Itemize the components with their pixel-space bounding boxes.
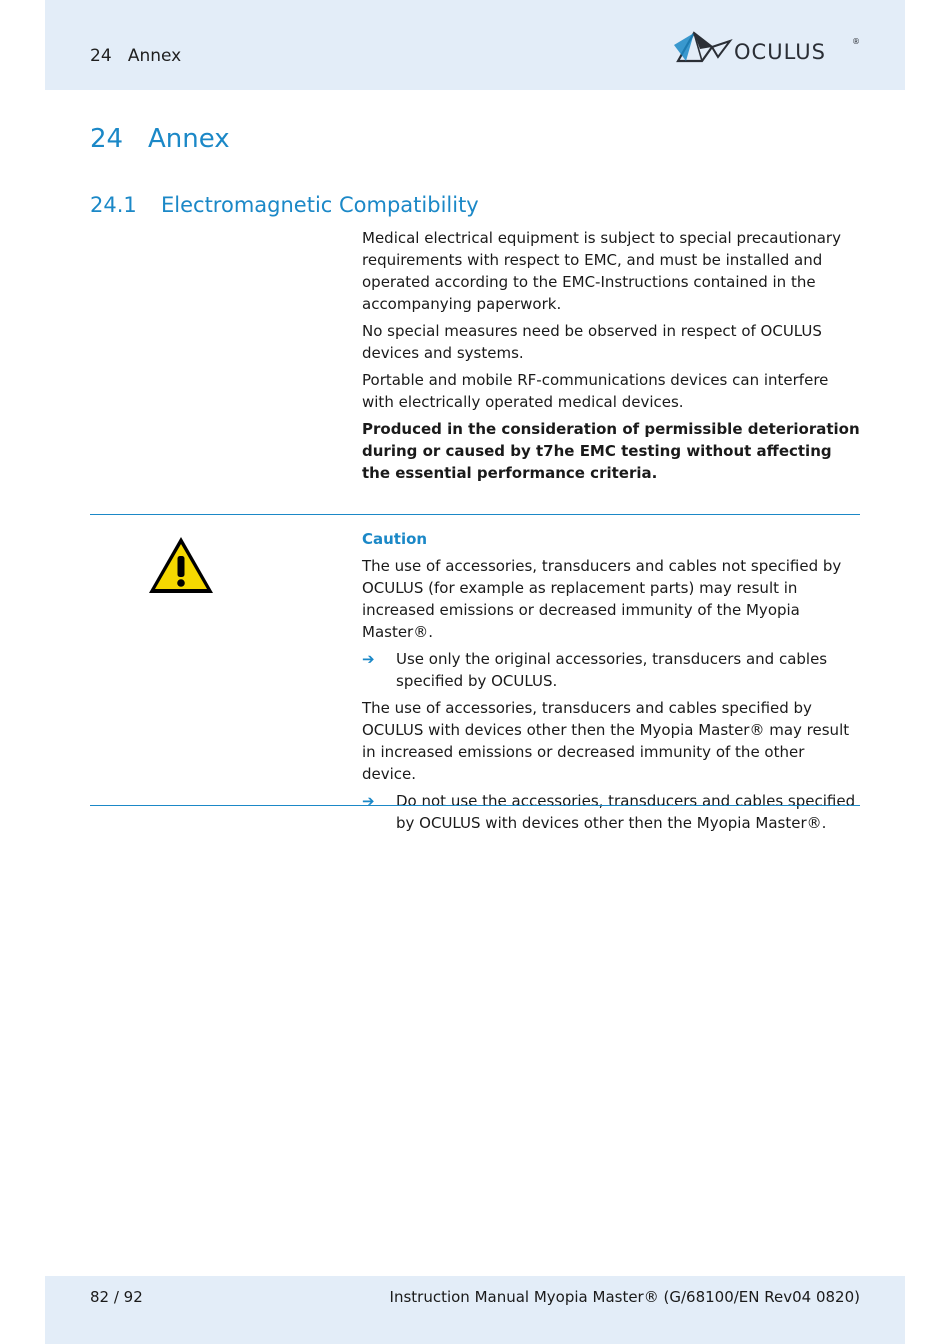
section-number: 24.1 [90,193,137,217]
instruction-text: Use only the original accessories, transducers and cables specified by OCULUS. [396,650,828,690]
page-footer [45,1276,905,1344]
warning-triangle-icon [147,535,215,595]
instruction-item [362,648,862,692]
logo-registered-mark: ® [852,37,860,46]
caution-block [362,528,862,839]
oculus-logo [672,27,862,67]
arrow-right-icon: ➔ [362,650,375,668]
caution-label: Caution [362,530,428,548]
intro-bold-paragraph: Produced in the consideration of permissible deterioration during or caused by t7he EMC testing without affecting the essential performance criteria. [362,420,860,482]
arrow-right-icon: ➔ [362,792,375,810]
intro-paragraph: Portable and mobile RF-communications devices can interfere with electrically operated medical devices. [362,371,829,411]
header-chapter-title: 24 Annex [90,46,182,66]
section-heading [90,193,479,217]
intro-paragraph: Medical electrical equipment is subject to special precautionary requirements with respect to EMC, and must be installed and operated according to the EMC-Instructions contained in the accompanying paperwork. [362,229,841,313]
caution-paragraph: The use of accessories, transducers and cables not specified by OCULUS (for example as replacement parts) may result in increased emissions or decreased immunity of the Myopia Master®. [362,557,842,641]
section-title: Electromagnetic Compatibility [161,193,479,217]
chapter-number: 24 [90,124,124,154]
document-reference: Instruction Manual Myopia Master® (G/68100/EN Rev04 0820) [389,1288,860,1306]
instruction-text: Do not use the accessories, transducers and cables specified by OCULUS with devices other then the Myopia Master®. [396,792,856,832]
caution-bottom-divider [90,805,860,806]
caution-top-divider [90,514,860,515]
caution-paragraph: The use of accessories, transducers and cables specified by OCULUS with devices other then the Myopia Master® may result in increased emissions or decreased immunity of the other device. [362,699,850,783]
logo-wordmark: OCULUS [734,40,826,64]
intro-paragraph: No special measures need be observed in respect of OCULUS devices and systems. [362,322,822,362]
instruction-item [362,790,862,834]
page-number: 82 / 92 [90,1288,143,1306]
chapter-title: Annex [148,124,230,154]
chapter-heading [90,124,230,154]
intro-text [362,227,862,489]
oculus-logo-mark-icon [672,27,734,67]
